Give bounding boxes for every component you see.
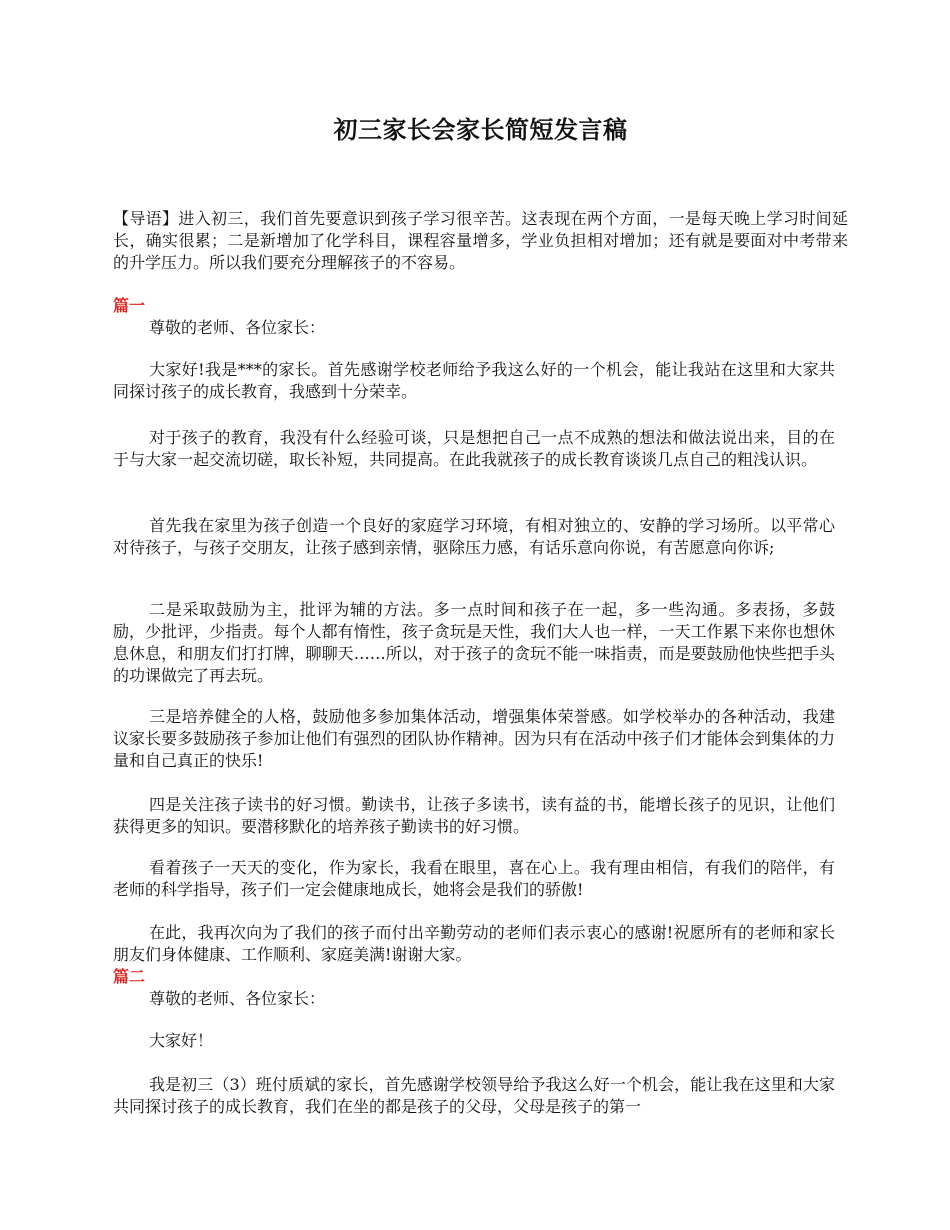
section-1-paragraph-3: 对于孩子的教育，我没有什么经验可谈，只是想把自己一点不成熟的想法和做法说出来，目的在于与大家一起交流切磋，取长补短，共同提高。在此我就孩子的成长教育谈谈几点自己的粗浅认识。 — [113, 428, 835, 469]
section-1-paragraph-9: 在此，我再次向为了我们的孩子而付出辛勤劳动的老师们表示衷心的感谢!祝愿所有的老师和家长朋友们身体健康、工作顺利、家庭美满!谢谢大家。 — [113, 923, 835, 964]
section-1-paragraph-4: 首先我在家里为孩子创造一个良好的家庭学习环境，有相对独立的、安静的学习场所。以平常心对待孩子，与孩子交朋友，让孩子感到亲情，驱除压力感，有话乐意向你说，有苦愿意向你诉; — [113, 516, 835, 557]
section-1-paragraph-6: 三是培养健全的人格，鼓励他多参加集体活动，增强集体荣誉感。如学校举办的各种活动，我建议家长要多鼓励孩子参加让他们有强烈的团队协作精神。因为只有在活动中孩子们才能体会到集体的力量和自己真正的快乐! — [113, 707, 835, 770]
section-1-paragraph-2: 大家好!我是***的家长。首先感谢学校老师给予我这么好的一个机会，能让我站在这里和大家共同探讨孩子的成长教育，我感到十分荣幸。 — [113, 360, 835, 401]
page-title: 初三家长会家长简短发言稿 — [333, 115, 628, 144]
section-2-paragraph-3: 我是初三（3）班付质斌的家长，首先感谢学校领导给予我这么好一个机会，能让我在这里和大家共同探讨孩子的成长教育，我们在坐的都是孩子的父母，父母是孩子的第一 — [113, 1075, 835, 1116]
section-2-paragraph-2: 大家好！ — [149, 1031, 214, 1050]
section-1-paragraph-1: 尊敬的老师、各位家长： — [149, 318, 326, 337]
section-1-paragraph-5: 二是采取鼓励为主，批评为辅的方法。多一点时间和孩子在一起，多一些沟通。多表扬，多鼓励，少批评，少指责。每个人都有惰性，孩子贪玩是天性，我们大人也一样，一天工作累下来你也想休息休息，和朋友们打打牌，聊聊天……所以，对于孩子的贪玩不能一味指责，而是要鼓励他快些把手头的功课做完了再去玩。 — [113, 600, 835, 685]
section-heading-2: 篇二 — [113, 967, 146, 986]
intro-paragraph: 【导语】进入初三，我们首先要意识到孩子学习很辛苦。这表现在两个方面，一是每天晚上学习时间延长，确实很累；二是新增加了化学科目，课程容量增多，学业负担相对增加；还有就是要面对中考带来的升学压力。所以我们要充分理解孩子的不容易。 — [113, 209, 848, 272]
section-heading-1: 篇一 — [113, 296, 146, 315]
section-1-paragraph-7: 四是关注孩子读书的好习惯。勤读书，让孩子多读书，读有益的书，能增长孩子的见识，让他们获得更多的知识。要潜移默化的培养孩子勤读书的好习惯。 — [113, 795, 835, 836]
section-1-paragraph-8: 看着孩子一天天的变化，作为家长，我看在眼里，喜在心上。我有理由相信，有我们的陪伴，有老师的科学指导，孩子们一定会健康地成长，她将会是我们的骄傲! — [113, 858, 835, 899]
section-2-paragraph-1: 尊敬的老师、各位家长： — [149, 989, 326, 1008]
